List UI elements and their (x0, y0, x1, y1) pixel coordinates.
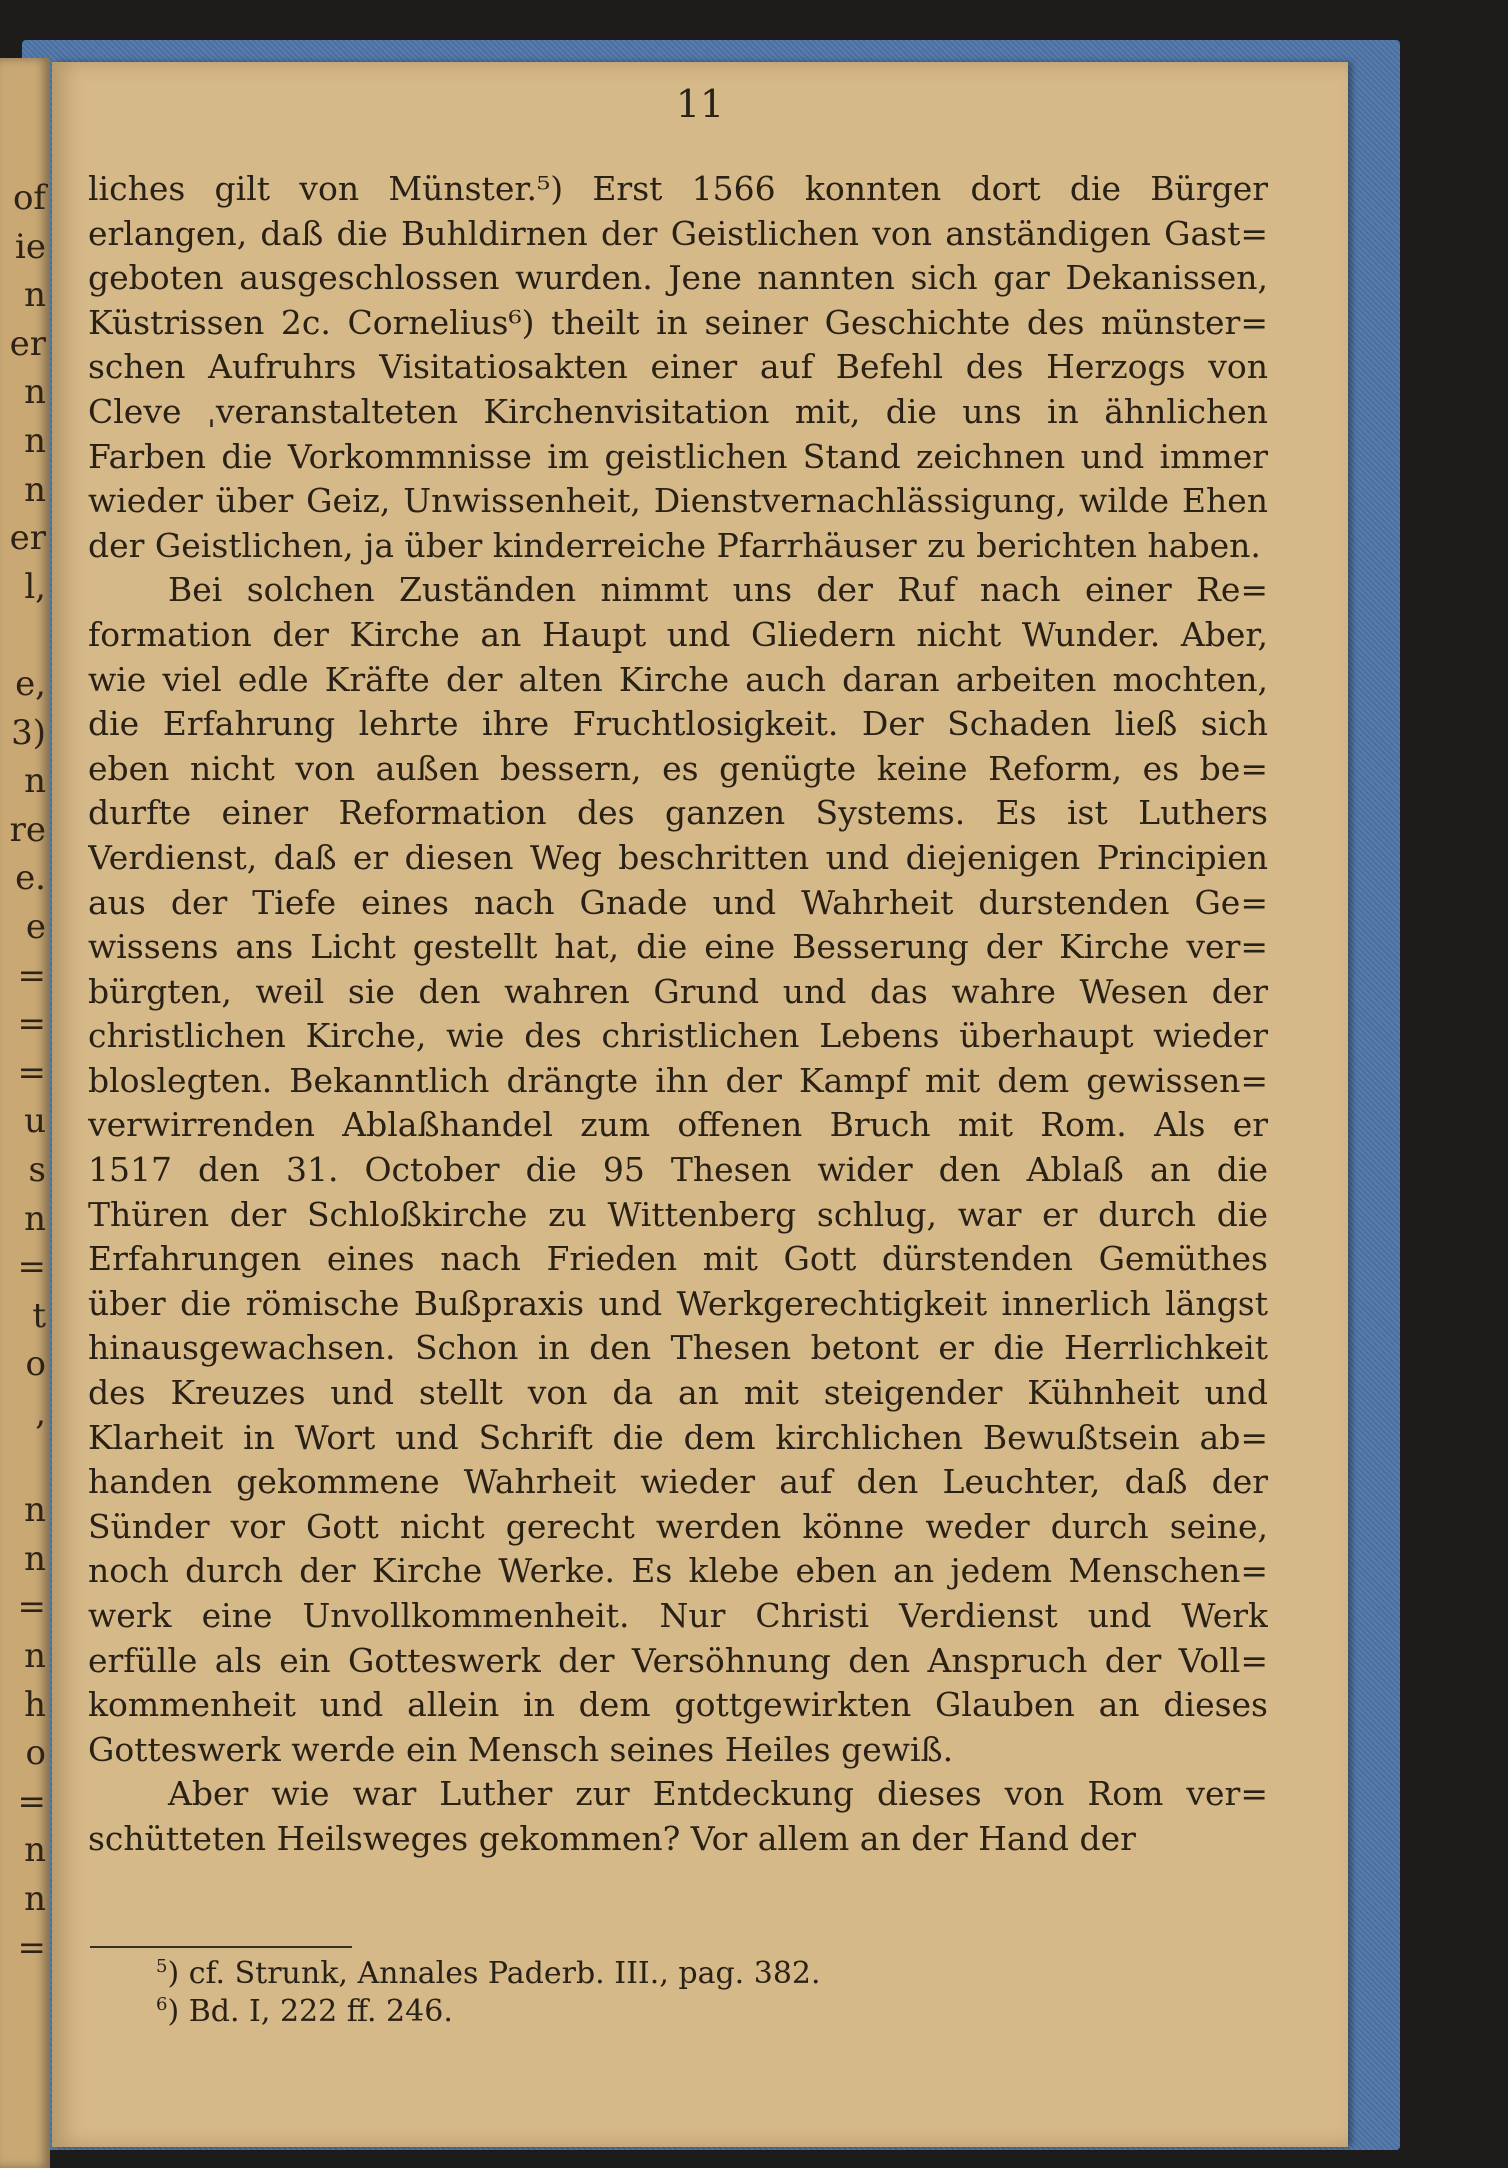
footnote-marker: 5 (156, 1956, 168, 1977)
text-line: erlangen, daß die Buhldirnen der Geistlichen von anständigen Gast= (88, 213, 1268, 253)
previous-page-fragment: = (17, 1587, 46, 1628)
previous-page-fragment: = (17, 1247, 46, 1288)
text-line: liches gilt von Münster.⁵) Erst 1566 konnten dort die Bürger (88, 169, 1268, 208)
previous-page-edge (0, 58, 50, 2168)
previous-page-fragment: o (25, 1344, 46, 1385)
text-line: verwirrenden Ablaßhandel zum offenen Bruch mit Rom. Als er (88, 1105, 1268, 1145)
previous-page-fragment: n (24, 1538, 46, 1579)
previous-page-fragment: n (24, 1198, 46, 1239)
text-line: der Geistlichen, ja über kinderreiche Pfarrhäuser zu berichten haben. (88, 525, 1261, 565)
previous-page-fragment: e, (15, 664, 46, 704)
text-line: wieder über Geiz, Unwissenheit, Dienstvernachlässigung, wilde Ehen (88, 481, 1268, 521)
text-line: Cleve ˌveranstalteten Kirchenvisitation mit, die uns in ähnlichen (88, 391, 1268, 431)
previous-page-fragment: l, (24, 566, 46, 607)
previous-page-fragment: n (24, 469, 46, 510)
previous-page-fragment: s (28, 1150, 46, 1190)
previous-page-fragment: e. (15, 858, 46, 899)
footnote-divider (90, 1946, 352, 1948)
previous-page-fragment: = (17, 1052, 46, 1093)
previous-page-fragment: n (24, 1636, 46, 1676)
previous-page-fragment (6, 613, 46, 657)
text-line: Thüren der Schloßkirche zu Wittenberg schlug, war er durch die (88, 1194, 1268, 1234)
book-page (52, 62, 1348, 2147)
text-line: Erfahrungen eines nach Frieden mit Gott dürstenden Gemüthes (88, 1239, 1268, 1279)
previous-page-fragment: = (17, 1927, 46, 1968)
previous-page-fragment: u (24, 1101, 46, 1142)
text-line: wie viel edle Kräfte der alten Kirche auch daran arbeiten mochten, (88, 659, 1268, 699)
previous-page-fragment: ie (15, 226, 46, 267)
text-line: durfte einer Reformation des ganzen Systems. Es ist Luthers (88, 793, 1268, 833)
footnote-marker: 6 (156, 1994, 168, 2015)
text-line: Aber wie war Luther zur Entdeckung dieses von Rom ver= (168, 1774, 1268, 1814)
text-line: des Kreuzes und stellt von da an mit steigender Kühnheit und (88, 1373, 1268, 1413)
text-line: Farben die Vorkommnisse im geistlichen Stand zeichnen und immer (88, 436, 1268, 476)
text-line: 1517 den 31. October die 95 Thesen wider den Ablaß an die (88, 1150, 1268, 1190)
previous-page-fragment (6, 1440, 46, 1484)
footnote-6: $^6$) Bd. I, 222 ff. 246. (156, 1994, 453, 2029)
previous-page-fragment: , (35, 1393, 46, 1433)
text-line: hinausgewachsen. Schon in den Thesen betont er die Herrlichkeit (88, 1328, 1268, 1368)
text-line: eben nicht von außen bessern, es genügte keine Reform, es be= (88, 748, 1268, 788)
text-line: geboten ausgeschlossen wurden. Jene nannten sich gar Dekanissen, (88, 258, 1268, 298)
previous-page-fragment: 3) (11, 712, 46, 753)
text-line: wissens ans Licht gestellt hat, die eine Besserung der Kirche ver= (88, 927, 1268, 967)
previous-page-fragment: t (32, 1295, 46, 1336)
previous-page-fragment: n (24, 421, 46, 461)
text-line: Küstrissen 2c. Cornelius⁶) theilt in seiner Geschichte des münster= (88, 302, 1268, 342)
text-line: schen Aufruhrs Visitatiosakten einer auf Befehl des Herzogs von (88, 347, 1268, 387)
text-line: schütteten Heilsweges gekommen? Vor allem an der Hand der (88, 1818, 1136, 1858)
text-line: bloslegten. Bekanntlich drängte ihn der Kampf mit dem gewissen= (88, 1060, 1268, 1100)
previous-page-fragment: = (17, 1781, 46, 1822)
text-line: kommenheit und allein in dem gottgewirkten Glauben an dieses (88, 1685, 1268, 1725)
previous-page-fragment: er (9, 323, 46, 364)
previous-page-fragment: = (17, 1004, 46, 1045)
page-number: 11 (675, 82, 725, 126)
previous-page-fragment: h (24, 1684, 46, 1725)
previous-page-fragment: n (24, 761, 46, 802)
text-line: werk eine Unvollkommenheit. Nur Christi Verdienst und Werk (88, 1596, 1268, 1635)
previous-page-fragment: e (25, 907, 46, 947)
text-line: Bei solchen Zuständen nimmt uns der Ruf nach einer Re= (168, 570, 1268, 610)
previous-page-fragment: n (24, 1879, 46, 1919)
text-line: erfülle als ein Gotteswerk der Versöhnung den Anspruch der Voll= (88, 1640, 1268, 1680)
text-line: handen gekommene Wahrheit wieder auf den Leuchter, daß der (88, 1462, 1268, 1502)
previous-page-fragment: er (9, 518, 46, 559)
previous-page-fragment: of (12, 178, 46, 218)
previous-page-fragment: = (17, 955, 46, 996)
text-line: formation der Kirche an Haupt und Gliedern nicht Wunder. Aber, (88, 614, 1268, 654)
text-line: bürgten, weil sie den wahren Grund und das wahre Wesen der (88, 971, 1268, 1011)
text-line: Sünder vor Gott nicht gerecht werden könne weder durch seine, (88, 1506, 1268, 1546)
footnotes (156, 1955, 1156, 2031)
text-line: Verdienst, daß er diesen Weg beschritten und diejenigen Principien (88, 837, 1268, 877)
footnote-5: $^5$) cf. Strunk, Annales Paderb. III., pag. 382. (156, 1956, 821, 1991)
text-line: aus der Tiefe eines nach Gnade und Wahrheit durstenden Ge= (88, 882, 1268, 922)
text-line: die Erfahrung lehrte ihre Fruchtlosigkeit. Der Schaden ließ sich (88, 704, 1268, 744)
previous-page-fragment: n (24, 1830, 46, 1871)
text-line: Gotteswerk werde ein Mensch seines Heiles gewiß. (88, 1729, 954, 1769)
text-line: über die römische Bußpraxis und Werkgerechtigkeit innerlich längst (88, 1283, 1268, 1323)
body-text (88, 167, 1268, 1862)
text-line: Klarheit in Wort und Schrift die dem kirchlichen Bewußtsein ab= (88, 1417, 1268, 1457)
previous-page-fragment: o (25, 1733, 46, 1774)
previous-page-fragment: re (9, 809, 46, 850)
footnote-text: cf. Strunk, Annales Paderb. III., pag. 382. (188, 1956, 821, 1991)
text-line: noch durch der Kirche Werke. Es klebe eben an jedem Menschen= (88, 1551, 1268, 1591)
text-line: christlichen Kirche, wie des christlichen Lebens überhaupt wieder (88, 1016, 1268, 1056)
footnote-text: Bd. I, 222 ff. 246. (188, 1994, 453, 2029)
previous-page-fragment: n (24, 275, 46, 316)
previous-page-fragment: n (24, 372, 46, 413)
previous-page-fragment: n (24, 1490, 46, 1531)
